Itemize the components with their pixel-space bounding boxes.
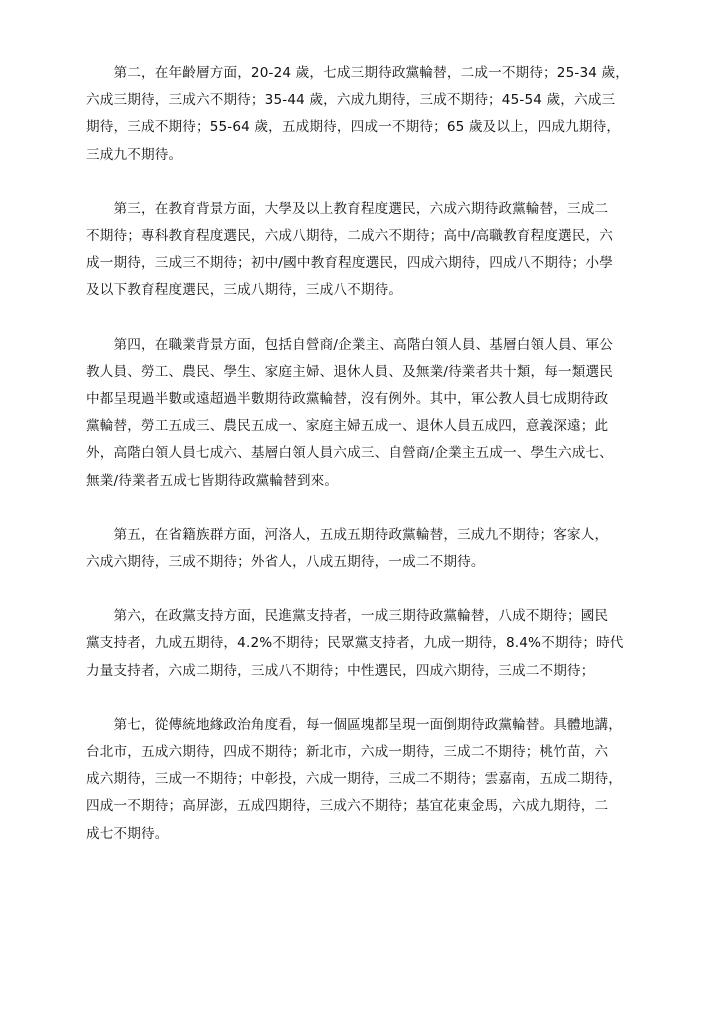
- text-line: 中都呈現過半數或遠超過半數期待政黨輪替，沒有例外。其中，軍公教人員七成期待政: [86, 391, 609, 408]
- text-line: 成六期待，三成一不期待；中彰投，六成一期待，三成二不期待；雲嘉南，五成二期待，: [86, 771, 623, 788]
- text-line: 第五，在省籍族群方面，河洛人，五成五期待政黨輪替，三成九不期待；客家人，: [113, 526, 609, 543]
- paragraph-party-support: [86, 603, 638, 685]
- text-line: 六成三期待，三成六不期待；35-44 歲，六成九期待，三成不期待；45-54 歲，六成三: [86, 92, 616, 109]
- text-line: 外，高階白領人員七成六、基層白領人員六成三、自營商/企業主五成一、學生六成七、: [86, 445, 613, 462]
- text-line: 成一期待，三成三不期待；初中/國中教育程度選民，四成六期待，四成八不期待；小學: [86, 255, 613, 272]
- text-line: 三成九不期待。: [86, 146, 183, 163]
- text-line: 無業/待業者五成七皆期待政黨輪替到來。: [86, 472, 339, 489]
- text-line: 力量支持者，六成二期待，三成八不期待；中性選民，四成六期待，三成二不期待；: [86, 662, 595, 679]
- text-line: 第二，在年齡層方面，20-24 歲，七成三期待政黨輪替，二成一不期待；25-34 歲，: [113, 65, 629, 81]
- paragraph-age: [86, 60, 638, 169]
- text-line: 台北市，五成六期待，四成不期待；新北市，六成一期待，三成二不期待；桃竹苗，六: [86, 744, 609, 761]
- text-line: 第三，在教育背景方面，大學及以上教育程度選民，六成六期待政黨輪替，三成二: [113, 200, 609, 217]
- text-line: 教人員、勞工、農民、學生、家庭主婦、退休人員、及無業/待業者共十類，每一類選民: [86, 363, 613, 380]
- paragraph-region: [86, 712, 638, 848]
- paragraph-ethnicity: [86, 522, 638, 576]
- text-line: 第六，在政黨支持方面，民進黨支持者，一成三期待政黨輪替，八成不期待；國民: [113, 608, 609, 625]
- paragraph-education: [86, 196, 638, 305]
- text-line: 期待，三成不期待；55-64 歲，五成期待，四成一不期待；65 歲及以上，四成九期待，: [86, 119, 621, 136]
- document-page: [86, 60, 638, 875]
- text-line: 第七，從傳統地緣政治角度看，每一個區塊都呈現一面倒期待政黨輪替。具體地講，: [113, 716, 623, 733]
- text-line: 不期待；專科教育程度選民，六成八期待，二成六不期待；高中/高職教育程度選民，六: [86, 228, 613, 245]
- text-line: 六成六期待，三成不期待；外省人，八成五期待，一成二不期待。: [86, 554, 485, 571]
- text-line: 四成一不期待；高屏澎，五成四期待，三成六不期待；基宜花東金馬，六成九期待，二: [86, 798, 609, 815]
- text-line: 及以下教育程度選民，三成八期待，三成八不期待。: [86, 282, 403, 299]
- paragraph-occupation: [86, 332, 638, 495]
- text-line: 黨支持者，九成五期待，4.2%不期待；民眾黨支持者，九成一期待，8.4%不期待；時代: [86, 635, 624, 652]
- text-line: 成七不期待。: [86, 825, 169, 842]
- text-line: 第四，在職業背景方面，包括自營商/企業主、高階白領人員、基層白領人員、軍公: [113, 336, 614, 353]
- text-line: 黨輪替，勞工五成三、農民五成一、家庭主婦五成一、退休人員五成四，意義深遠；此: [86, 418, 609, 435]
